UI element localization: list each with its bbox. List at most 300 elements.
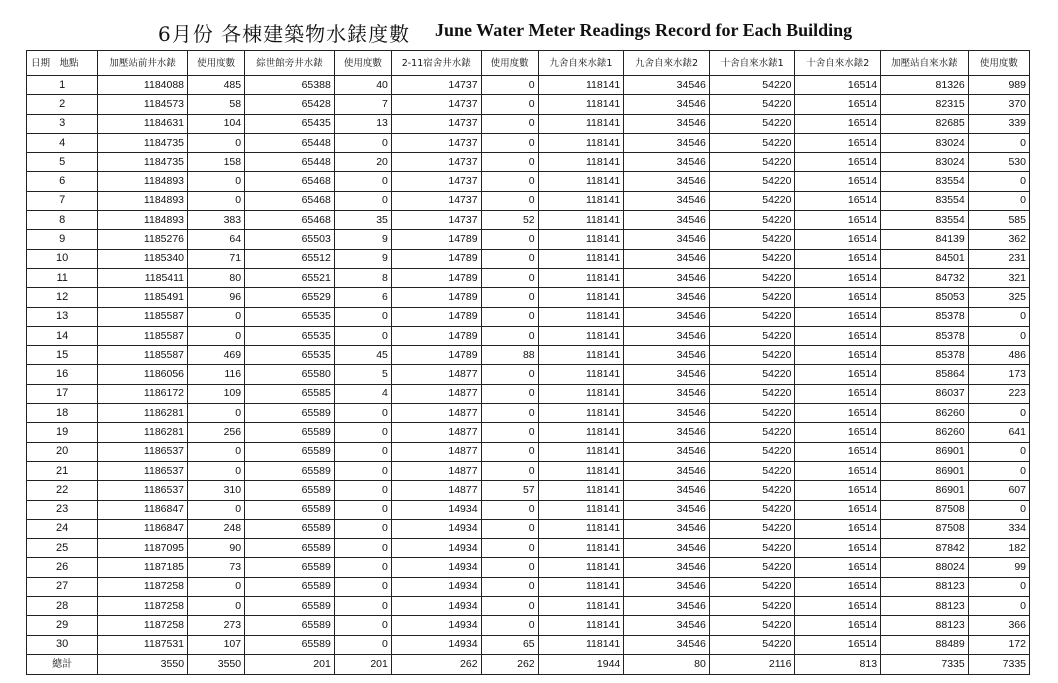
reading-cell: 0 (334, 442, 391, 461)
reading-cell: 641 (968, 423, 1029, 442)
table-row (27, 95, 1030, 114)
reading-cell: 273 (188, 616, 245, 635)
reading-cell: 6 (334, 288, 391, 307)
reading-cell: 1185587 (98, 307, 188, 326)
reading-cell: 57 (481, 481, 538, 500)
table-row (27, 461, 1030, 480)
reading-cell: 1184893 (98, 211, 188, 230)
reading-cell: 65535 (245, 326, 335, 345)
table-row (27, 577, 1030, 596)
reading-cell: 0 (334, 597, 391, 616)
total-cell: 7335 (968, 654, 1029, 674)
reading-cell: 65468 (245, 191, 335, 210)
day-cell: 27 (27, 577, 98, 596)
reading-cell: 14877 (391, 481, 481, 500)
table-row (27, 597, 1030, 616)
reading-cell: 0 (481, 114, 538, 133)
reading-cell: 14737 (391, 133, 481, 152)
table-row (27, 268, 1030, 287)
reading-cell: 86901 (881, 481, 969, 500)
reading-cell: 0 (334, 500, 391, 519)
reading-cell: 231 (968, 249, 1029, 268)
table-header (27, 51, 1030, 76)
column-header: 2-11宿舍井水錶 (391, 51, 481, 76)
reading-cell: 16514 (795, 153, 881, 172)
day-cell: 16 (27, 365, 98, 384)
reading-cell: 16514 (795, 230, 881, 249)
reading-cell: 1184893 (98, 191, 188, 210)
reading-cell: 118141 (538, 114, 624, 133)
reading-cell: 16514 (795, 76, 881, 95)
reading-cell: 54220 (709, 423, 795, 442)
reading-cell: 0 (334, 558, 391, 577)
reading-cell: 469 (188, 346, 245, 365)
reading-cell: 1184893 (98, 172, 188, 191)
reading-cell: 54220 (709, 211, 795, 230)
reading-cell: 0 (188, 191, 245, 210)
reading-cell: 16514 (795, 635, 881, 654)
reading-cell: 87508 (881, 500, 969, 519)
reading-cell: 88123 (881, 577, 969, 596)
reading-cell: 34546 (624, 616, 710, 635)
reading-cell: 486 (968, 346, 1029, 365)
reading-cell: 65589 (245, 577, 335, 596)
reading-cell: 0 (481, 133, 538, 152)
reading-cell: 118141 (538, 95, 624, 114)
reading-cell: 0 (334, 635, 391, 654)
reading-cell: 485 (188, 76, 245, 95)
reading-cell: 34546 (624, 114, 710, 133)
reading-cell: 65535 (245, 346, 335, 365)
reading-cell: 54220 (709, 500, 795, 519)
day-cell: 21 (27, 461, 98, 480)
reading-cell: 0 (481, 423, 538, 442)
day-cell: 12 (27, 288, 98, 307)
reading-cell: 16514 (795, 326, 881, 345)
reading-cell: 34546 (624, 153, 710, 172)
reading-cell: 34546 (624, 577, 710, 596)
reading-cell: 34546 (624, 365, 710, 384)
day-cell: 7 (27, 191, 98, 210)
reading-cell: 256 (188, 423, 245, 442)
table-row (27, 211, 1030, 230)
reading-cell: 118141 (538, 404, 624, 423)
reading-cell: 0 (968, 172, 1029, 191)
reading-cell: 14877 (391, 384, 481, 403)
reading-cell: 65503 (245, 230, 335, 249)
total-cell: 80 (624, 654, 710, 674)
total-cell: 7335 (881, 654, 969, 674)
reading-cell: 0 (188, 133, 245, 152)
reading-cell: 88123 (881, 597, 969, 616)
reading-cell: 84732 (881, 268, 969, 287)
reading-cell: 585 (968, 211, 1029, 230)
reading-cell: 54220 (709, 461, 795, 480)
reading-cell: 14934 (391, 597, 481, 616)
table-row (27, 404, 1030, 423)
day-cell: 13 (27, 307, 98, 326)
reading-cell: 118141 (538, 288, 624, 307)
reading-cell: 0 (968, 326, 1029, 345)
reading-cell: 16514 (795, 249, 881, 268)
reading-cell: 0 (481, 76, 538, 95)
reading-cell: 54220 (709, 76, 795, 95)
table-row (27, 114, 1030, 133)
reading-cell: 0 (481, 95, 538, 114)
table-row (27, 500, 1030, 519)
day-cell: 5 (27, 153, 98, 172)
reading-cell: 54220 (709, 539, 795, 558)
reading-cell: 1185340 (98, 249, 188, 268)
reading-cell: 118141 (538, 539, 624, 558)
reading-cell: 383 (188, 211, 245, 230)
reading-cell: 65589 (245, 461, 335, 480)
reading-cell: 0 (334, 539, 391, 558)
table-row (27, 616, 1030, 635)
table-row (27, 442, 1030, 461)
reading-cell: 45 (334, 346, 391, 365)
reading-cell: 107 (188, 635, 245, 654)
day-cell: 10 (27, 249, 98, 268)
reading-cell: 35 (334, 211, 391, 230)
reading-cell: 54220 (709, 268, 795, 287)
reading-cell: 65580 (245, 365, 335, 384)
table-row (27, 76, 1030, 95)
reading-cell: 0 (481, 616, 538, 635)
day-cell: 3 (27, 114, 98, 133)
reading-cell: 82315 (881, 95, 969, 114)
reading-cell: 248 (188, 519, 245, 538)
day-cell: 29 (27, 616, 98, 635)
reading-cell: 52 (481, 211, 538, 230)
reading-cell: 54220 (709, 326, 795, 345)
reading-cell: 16514 (795, 539, 881, 558)
reading-cell: 83554 (881, 211, 969, 230)
reading-cell: 0 (481, 153, 538, 172)
reading-cell: 54220 (709, 153, 795, 172)
reading-cell: 54220 (709, 519, 795, 538)
reading-cell: 1184088 (98, 76, 188, 95)
reading-cell: 85864 (881, 365, 969, 384)
reading-cell: 118141 (538, 153, 624, 172)
reading-cell: 54220 (709, 481, 795, 500)
reading-cell: 1184735 (98, 153, 188, 172)
reading-cell: 0 (481, 191, 538, 210)
reading-cell: 362 (968, 230, 1029, 249)
reading-cell: 0 (334, 461, 391, 480)
reading-cell: 1184735 (98, 133, 188, 152)
reading-cell: 54220 (709, 230, 795, 249)
reading-cell: 54220 (709, 597, 795, 616)
reading-cell: 0 (481, 597, 538, 616)
reading-cell: 54220 (709, 288, 795, 307)
table-body (27, 76, 1030, 675)
reading-cell: 34546 (624, 500, 710, 519)
reading-cell: 83554 (881, 172, 969, 191)
reading-cell: 20 (334, 153, 391, 172)
reading-cell: 0 (481, 558, 538, 577)
reading-cell: 118141 (538, 133, 624, 152)
reading-cell: 0 (188, 597, 245, 616)
reading-cell: 34546 (624, 326, 710, 345)
column-header: 加壓站前井水錶 (98, 51, 188, 76)
reading-cell: 1186281 (98, 404, 188, 423)
reading-cell: 366 (968, 616, 1029, 635)
reading-cell: 14737 (391, 76, 481, 95)
reading-cell: 16514 (795, 404, 881, 423)
reading-cell: 118141 (538, 442, 624, 461)
table-row (27, 249, 1030, 268)
reading-cell: 1186172 (98, 384, 188, 403)
reading-cell: 118141 (538, 346, 624, 365)
total-cell: 813 (795, 654, 881, 674)
table-row (27, 558, 1030, 577)
reading-cell: 9 (334, 249, 391, 268)
day-cell: 24 (27, 519, 98, 538)
reading-cell: 0 (188, 172, 245, 191)
reading-cell: 607 (968, 481, 1029, 500)
column-header: 使用度數 (188, 51, 245, 76)
total-row (27, 654, 1030, 674)
total-cell: 3550 (98, 654, 188, 674)
reading-cell: 0 (481, 230, 538, 249)
table-row (27, 172, 1030, 191)
reading-cell: 64 (188, 230, 245, 249)
reading-cell: 54220 (709, 635, 795, 654)
reading-cell: 173 (968, 365, 1029, 384)
reading-cell: 34546 (624, 597, 710, 616)
reading-cell: 14737 (391, 191, 481, 210)
reading-cell: 65585 (245, 384, 335, 403)
table-row (27, 423, 1030, 442)
reading-cell: 83024 (881, 153, 969, 172)
reading-cell: 0 (334, 326, 391, 345)
reading-cell: 0 (481, 539, 538, 558)
day-cell: 30 (27, 635, 98, 654)
reading-cell: 118141 (538, 635, 624, 654)
reading-cell: 118141 (538, 423, 624, 442)
day-cell: 25 (27, 539, 98, 558)
day-cell: 22 (27, 481, 98, 500)
reading-cell: 34546 (624, 384, 710, 403)
reading-cell: 54220 (709, 442, 795, 461)
reading-cell: 34546 (624, 635, 710, 654)
reading-cell: 14934 (391, 616, 481, 635)
reading-cell: 16514 (795, 616, 881, 635)
reading-cell: 14934 (391, 577, 481, 596)
reading-cell: 81326 (881, 76, 969, 95)
table-row (27, 307, 1030, 326)
reading-cell: 34546 (624, 211, 710, 230)
table-row (27, 191, 1030, 210)
table-row (27, 153, 1030, 172)
total-cell: 201 (245, 654, 335, 674)
reading-cell: 65388 (245, 76, 335, 95)
reading-cell: 16514 (795, 114, 881, 133)
column-header: 使用度數 (481, 51, 538, 76)
reading-cell: 1186056 (98, 365, 188, 384)
reading-cell: 65589 (245, 500, 335, 519)
reading-cell: 14934 (391, 558, 481, 577)
reading-cell: 14877 (391, 365, 481, 384)
reading-cell: 34546 (624, 249, 710, 268)
reading-cell: 118141 (538, 211, 624, 230)
reading-cell: 54220 (709, 558, 795, 577)
reading-cell: 0 (481, 365, 538, 384)
column-header: 使用度數 (968, 51, 1029, 76)
reading-cell: 0 (968, 191, 1029, 210)
water-meter-table (26, 50, 1030, 675)
reading-cell: 1185411 (98, 268, 188, 287)
reading-cell: 54220 (709, 616, 795, 635)
reading-cell: 1184631 (98, 114, 188, 133)
reading-cell: 85378 (881, 326, 969, 345)
reading-cell: 65589 (245, 597, 335, 616)
reading-cell: 325 (968, 288, 1029, 307)
reading-cell: 223 (968, 384, 1029, 403)
reading-cell: 0 (968, 597, 1029, 616)
reading-cell: 0 (481, 172, 538, 191)
reading-cell: 86260 (881, 423, 969, 442)
day-cell: 23 (27, 500, 98, 519)
reading-cell: 16514 (795, 191, 881, 210)
day-cell: 6 (27, 172, 98, 191)
reading-cell: 339 (968, 114, 1029, 133)
reading-cell: 118141 (538, 249, 624, 268)
reading-cell: 54220 (709, 249, 795, 268)
reading-cell: 40 (334, 76, 391, 95)
reading-cell: 99 (968, 558, 1029, 577)
reading-cell: 87508 (881, 519, 969, 538)
reading-cell: 88123 (881, 616, 969, 635)
reading-cell: 321 (968, 268, 1029, 287)
reading-cell: 88489 (881, 635, 969, 654)
reading-cell: 0 (188, 307, 245, 326)
column-header: 加壓站自來水錶 (881, 51, 969, 76)
reading-cell: 13 (334, 114, 391, 133)
reading-cell: 34546 (624, 76, 710, 95)
reading-cell: 118141 (538, 307, 624, 326)
reading-cell: 85378 (881, 307, 969, 326)
reading-cell: 14877 (391, 461, 481, 480)
reading-cell: 65589 (245, 423, 335, 442)
table-row (27, 346, 1030, 365)
reading-cell: 34546 (624, 268, 710, 287)
reading-cell: 118141 (538, 326, 624, 345)
reading-cell: 989 (968, 76, 1029, 95)
reading-cell: 118141 (538, 76, 624, 95)
reading-cell: 96 (188, 288, 245, 307)
table-row (27, 384, 1030, 403)
reading-cell: 65512 (245, 249, 335, 268)
reading-cell: 54220 (709, 346, 795, 365)
reading-cell: 16514 (795, 519, 881, 538)
reading-cell: 34546 (624, 346, 710, 365)
reading-cell: 86037 (881, 384, 969, 403)
reading-cell: 16514 (795, 558, 881, 577)
table-row (27, 133, 1030, 152)
day-cell: 9 (27, 230, 98, 249)
reading-cell: 172 (968, 635, 1029, 654)
reading-cell: 1185276 (98, 230, 188, 249)
reading-cell: 5 (334, 365, 391, 384)
reading-cell: 116 (188, 365, 245, 384)
reading-cell: 14737 (391, 172, 481, 191)
reading-cell: 65428 (245, 95, 335, 114)
reading-cell: 0 (334, 481, 391, 500)
reading-cell: 118141 (538, 191, 624, 210)
reading-cell: 34546 (624, 95, 710, 114)
table-row (27, 539, 1030, 558)
reading-cell: 88024 (881, 558, 969, 577)
reading-cell: 65589 (245, 442, 335, 461)
reading-cell: 118141 (538, 384, 624, 403)
day-cell: 18 (27, 404, 98, 423)
reading-cell: 65468 (245, 172, 335, 191)
reading-cell: 0 (481, 288, 538, 307)
reading-cell: 0 (968, 307, 1029, 326)
reading-cell: 14934 (391, 519, 481, 538)
reading-cell: 65535 (245, 307, 335, 326)
day-cell: 4 (27, 133, 98, 152)
reading-cell: 16514 (795, 461, 881, 480)
reading-cell: 0 (481, 577, 538, 596)
reading-cell: 1186847 (98, 500, 188, 519)
reading-cell: 65589 (245, 481, 335, 500)
reading-cell: 1185491 (98, 288, 188, 307)
table-row (27, 635, 1030, 654)
reading-cell: 65589 (245, 616, 335, 635)
reading-cell: 80 (188, 268, 245, 287)
reading-cell: 16514 (795, 95, 881, 114)
reading-cell: 34546 (624, 461, 710, 480)
day-cell: 2 (27, 95, 98, 114)
reading-cell: 16514 (795, 307, 881, 326)
reading-cell: 16514 (795, 288, 881, 307)
day-cell: 28 (27, 597, 98, 616)
title-english: June Water Meter Readings Record for Each Building (435, 20, 853, 40)
column-header: 九舍自來水錶1 (538, 51, 624, 76)
reading-cell: 0 (188, 442, 245, 461)
reading-cell: 54220 (709, 191, 795, 210)
reading-cell: 82685 (881, 114, 969, 133)
reading-cell: 34546 (624, 288, 710, 307)
reading-cell: 85378 (881, 346, 969, 365)
total-label: 總計 (27, 654, 98, 674)
reading-cell: 1186847 (98, 519, 188, 538)
reading-cell: 14789 (391, 346, 481, 365)
reading-cell: 14877 (391, 423, 481, 442)
reading-cell: 0 (481, 307, 538, 326)
reading-cell: 14934 (391, 635, 481, 654)
reading-cell: 0 (481, 519, 538, 538)
reading-cell: 0 (334, 423, 391, 442)
reading-cell: 14789 (391, 288, 481, 307)
reading-cell: 0 (968, 461, 1029, 480)
day-cell: 17 (27, 384, 98, 403)
reading-cell: 530 (968, 153, 1029, 172)
reading-cell: 83024 (881, 133, 969, 152)
reading-cell: 118141 (538, 577, 624, 596)
reading-cell: 85053 (881, 288, 969, 307)
reading-cell: 118141 (538, 519, 624, 538)
reading-cell: 34546 (624, 307, 710, 326)
table-row (27, 481, 1030, 500)
reading-cell: 0 (334, 191, 391, 210)
reading-cell: 8 (334, 268, 391, 287)
reading-cell: 16514 (795, 597, 881, 616)
header-date-location: 日期 地點 (27, 51, 98, 76)
